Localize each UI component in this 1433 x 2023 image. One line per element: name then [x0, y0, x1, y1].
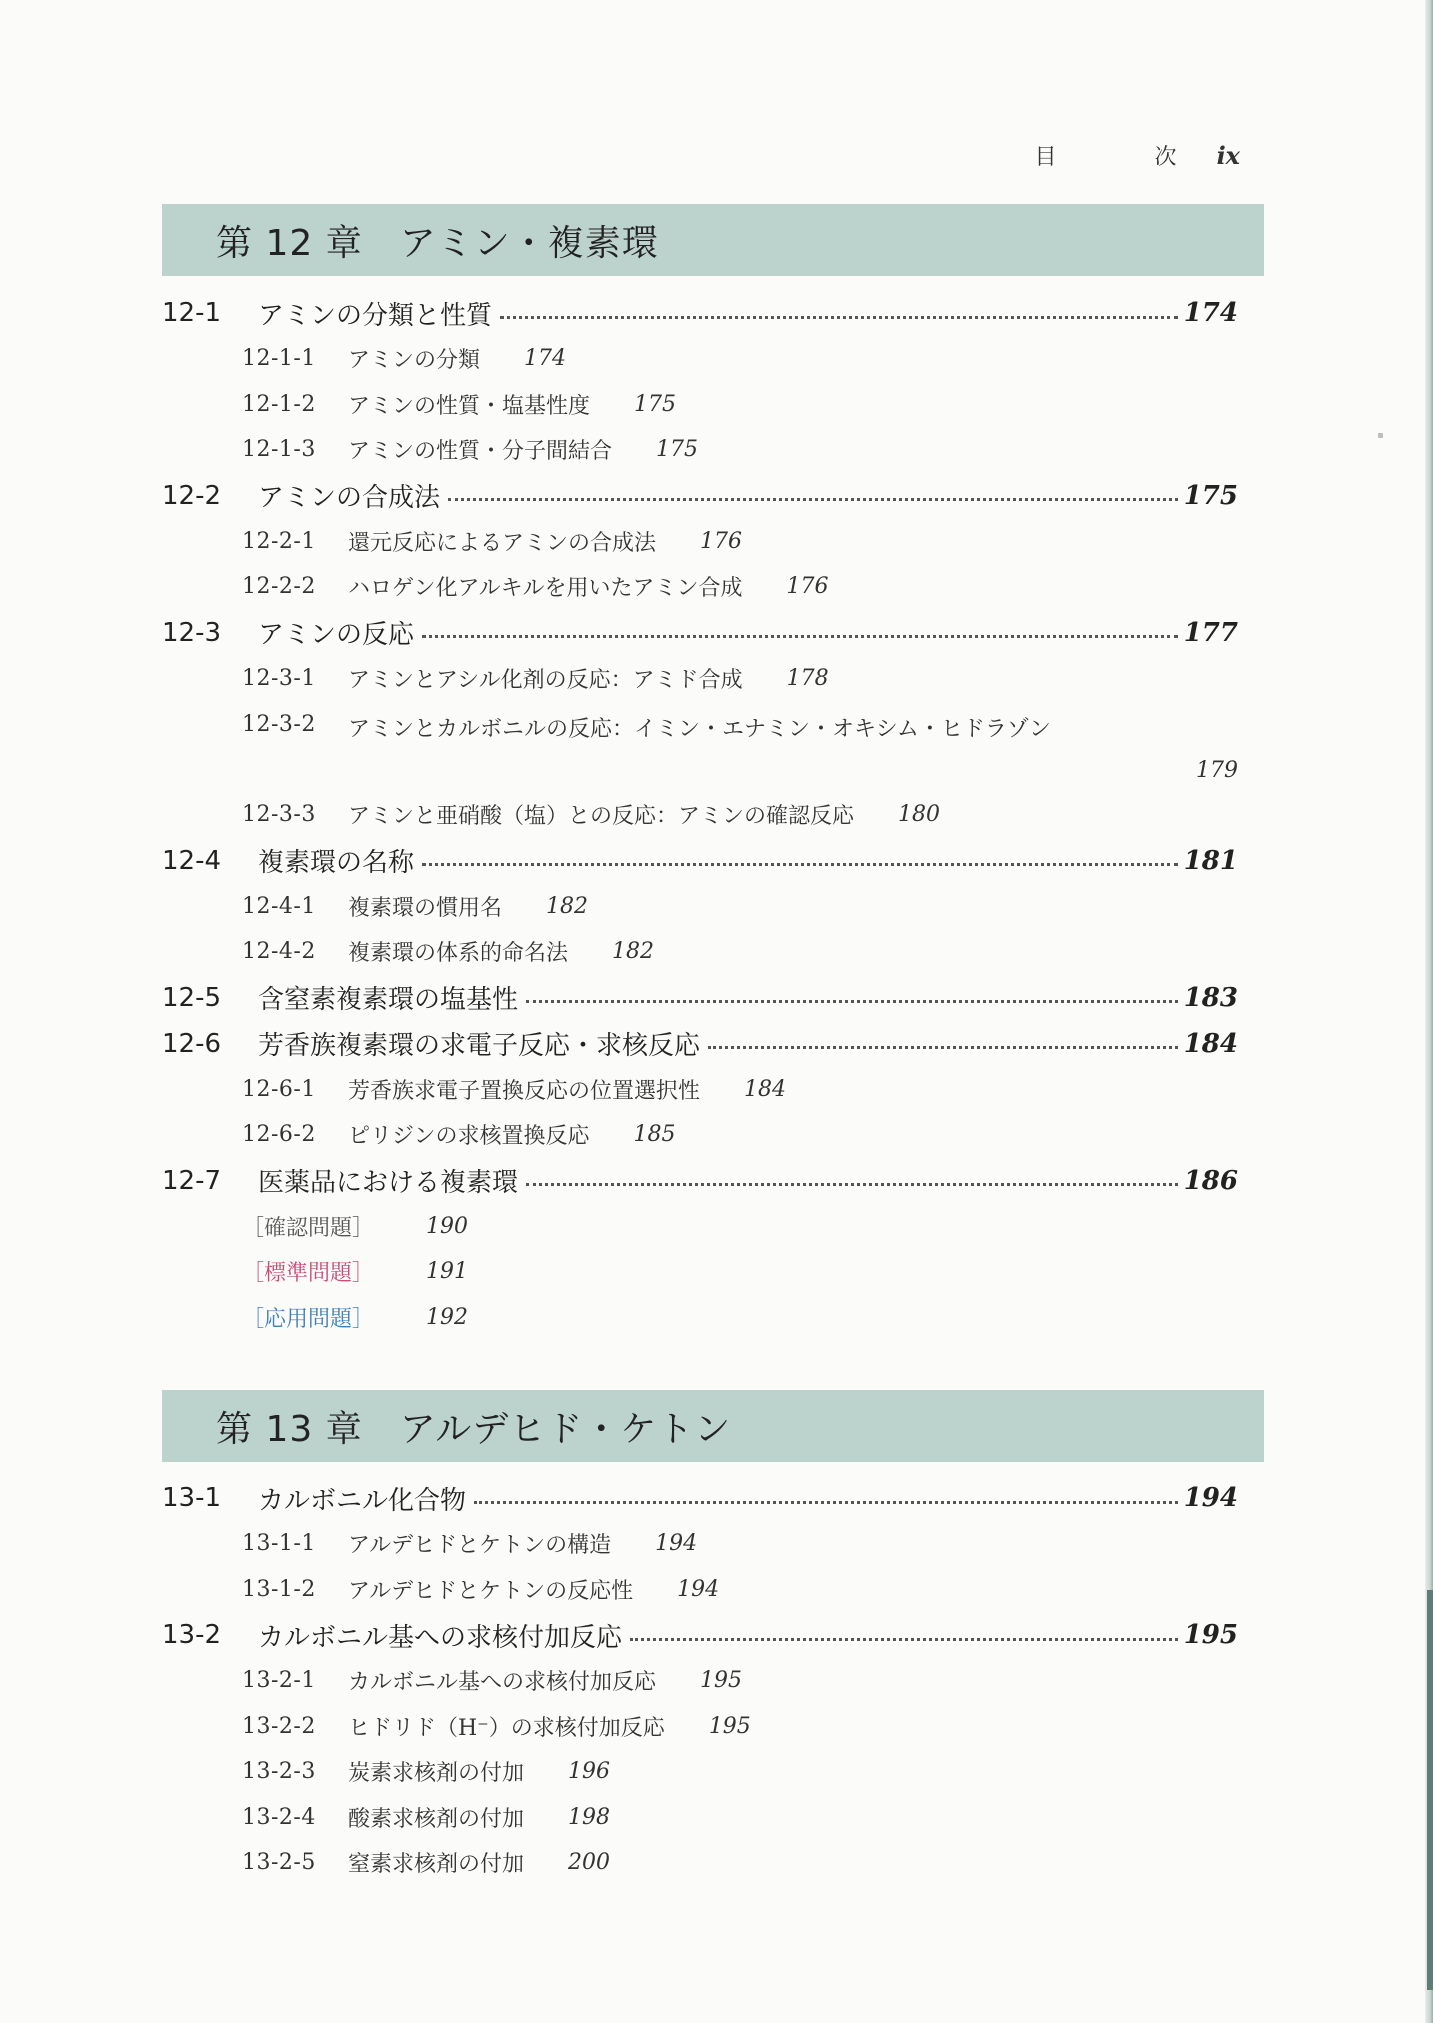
- problem-label: ［標準問題］: [242, 1261, 375, 1287]
- dot-leader: [708, 1046, 1178, 1049]
- chapter-12-heading: [162, 204, 1264, 276]
- section-title: アミンの反応: [258, 620, 415, 650]
- toc-subsection[interactable]: [162, 1704, 1238, 1750]
- section-page: 186: [1183, 1165, 1238, 1196]
- subsection-title: アミンの分類: [348, 348, 481, 374]
- toc-subsection[interactable]: [162, 656, 1238, 702]
- toc-section[interactable]: [162, 1158, 1238, 1204]
- dot-leader: [526, 1000, 1178, 1003]
- section-page: 181: [1183, 845, 1238, 876]
- section-number: 12-7: [162, 1165, 222, 1196]
- toc-subsection[interactable]: [162, 427, 1238, 473]
- subsection-title: 複素環の体系的命名法: [348, 941, 569, 967]
- section-number: 12-6: [162, 1028, 222, 1059]
- subsection-number: 12-2-1: [242, 528, 316, 554]
- section-title: 医薬品における複素環: [258, 1168, 519, 1198]
- toc-section[interactable]: [162, 1612, 1238, 1658]
- problem-set-applied[interactable]: [162, 1295, 1238, 1341]
- scan-speck: [1378, 433, 1383, 438]
- subsection-page: 195: [708, 1713, 751, 1739]
- subsection-page: 178: [786, 665, 829, 691]
- section-title: 含窒素複素環の塩基性: [258, 985, 519, 1015]
- subsection-number: 13-2-4: [242, 1804, 316, 1830]
- problem-set-standard[interactable]: [162, 1249, 1238, 1295]
- subsection-number: 13-1-1: [242, 1531, 316, 1557]
- subsection-number: 13-2-3: [242, 1759, 316, 1785]
- subsection-wrapped-entry: [348, 712, 1238, 783]
- section-page: 177: [1183, 617, 1238, 648]
- problem-page: 191: [426, 1259, 469, 1285]
- subsection-number: 12-1-1: [242, 346, 316, 372]
- subsection-page: 194: [677, 1576, 720, 1602]
- section-number: 12-2: [162, 480, 222, 511]
- section-number: 13-2: [162, 1620, 222, 1650]
- running-head-title: 目 次: [1034, 145, 1215, 170]
- toc-subsection[interactable]: [162, 519, 1238, 565]
- subsection-title: アミンの性質・塩基性度: [348, 393, 591, 419]
- toc-section[interactable]: [162, 473, 1238, 519]
- toc-subsection[interactable]: [162, 1521, 1238, 1567]
- dot-leader: [422, 863, 1178, 866]
- section-page: 175: [1183, 480, 1238, 511]
- subsection-number: 13-2-2: [242, 1713, 316, 1739]
- toc-subsection[interactable]: [162, 382, 1238, 428]
- toc-section[interactable]: [162, 610, 1238, 656]
- subsection-page: 196: [568, 1759, 611, 1785]
- running-head-page: ix: [1216, 141, 1240, 170]
- subsection-title: 還元反応によるアミンの合成法: [348, 530, 657, 556]
- subsection-title: 炭素求核剤の付加: [348, 1761, 525, 1787]
- toc-subsection[interactable]: [162, 1749, 1238, 1795]
- subsection-page: 195: [700, 1668, 743, 1694]
- toc-subsection[interactable]: [162, 1795, 1238, 1841]
- running-head: [1030, 140, 1240, 174]
- subsection-page: 185: [633, 1122, 676, 1148]
- subsection-number: 12-3-3: [242, 802, 316, 828]
- section-title: 複素環の名称: [258, 848, 415, 878]
- toc-section[interactable]: [162, 838, 1238, 884]
- section-page: 184: [1183, 1028, 1238, 1059]
- subsection-number: 13-2-1: [242, 1668, 316, 1694]
- subsection-number: 12-6-1: [242, 1076, 316, 1102]
- section-page: 195: [1183, 1620, 1238, 1650]
- toc-subsection[interactable]: [162, 1067, 1238, 1113]
- problem-label: ［確認問題］: [242, 1215, 375, 1241]
- section-number: 12-3: [162, 617, 222, 648]
- subsection-title: ハロゲン化アルキルを用いたアミン合成: [348, 576, 743, 602]
- section-number: 12-5: [162, 982, 222, 1013]
- subsection-number: 12-1-2: [242, 391, 316, 417]
- section-title: カルボニル基への求核付加反応: [258, 1622, 623, 1653]
- subsection-page: 182: [546, 893, 589, 919]
- page-edge-accent: [1427, 1590, 1433, 1990]
- section-number: 13-1: [162, 1483, 222, 1513]
- subsection-page: 175: [656, 437, 699, 463]
- subsection-title: アミンの性質・分子間結合: [348, 439, 613, 465]
- problem-label: ［応用問題］: [242, 1306, 375, 1332]
- section-number: 12-1: [162, 298, 222, 328]
- problem-page: 190: [426, 1213, 469, 1239]
- subsection-page: 180: [898, 802, 941, 828]
- section-number: 12-4: [162, 845, 222, 876]
- dot-leader: [448, 498, 1178, 501]
- subsection-page: 184: [744, 1076, 787, 1102]
- subsection-title: アミンとカルボニルの反応：イミン・エナミン・オキシム・ヒドラゾン: [348, 717, 1051, 742]
- subsection-number: 12-3-2: [242, 712, 316, 737]
- toc-subsection[interactable]: [162, 564, 1238, 610]
- subsection-number: 12-1-3: [242, 437, 316, 463]
- section-title: アミンの分類と性質: [258, 300, 493, 331]
- toc-subsection[interactable]: [162, 1840, 1238, 1886]
- subsection-title: アミンと亜硝酸（塩）との反応：アミンの確認反応: [348, 804, 855, 830]
- subsection-number: 12-3-1: [242, 665, 316, 691]
- subsection-number: 12-4-1: [242, 893, 316, 919]
- subsection-page: 174: [524, 346, 567, 372]
- dot-leader: [474, 1501, 1178, 1504]
- subsection-page: 194: [655, 1531, 698, 1557]
- dot-leader: [630, 1638, 1178, 1641]
- chapter-title: 第 12 章 アミン・複素環: [216, 222, 659, 264]
- dot-leader: [500, 316, 1178, 319]
- section-page: 183: [1183, 982, 1238, 1013]
- subsection-title: アルデヒドとケトンの構造: [348, 1533, 612, 1559]
- subsection-title: 酸素求核剤の付加: [348, 1806, 525, 1832]
- section-page: 174: [1183, 298, 1238, 328]
- subsection-number: 12-4-2: [242, 939, 316, 965]
- subsection-page: 176: [700, 528, 743, 554]
- dot-leader: [526, 1183, 1178, 1186]
- subsection-page: 182: [612, 939, 655, 965]
- subsection-page: 179: [1196, 758, 1238, 783]
- subsection-page: 176: [786, 574, 829, 600]
- subsection-title: ヒドリド（H⁻）の求核付加反応: [348, 1715, 665, 1741]
- chapter-title: 第 13 章 アルデヒド・ケトン: [216, 1408, 732, 1450]
- toc-section[interactable]: [162, 290, 1238, 336]
- section-title: カルボニル化合物: [258, 1485, 467, 1516]
- subsection-title: ピリジンの求核置換反応: [348, 1124, 590, 1150]
- subsection-page: 198: [568, 1804, 611, 1830]
- toc-subsection[interactable]: [162, 701, 1238, 792]
- subsection-number: 13-2-5: [242, 1850, 316, 1876]
- section-title: アミンの合成法: [258, 483, 441, 513]
- toc-section[interactable]: [162, 1021, 1238, 1067]
- toc-subsection[interactable]: [162, 1112, 1238, 1158]
- problem-page: 192: [426, 1304, 469, 1330]
- subsection-title: アミンとアシル化剤の反応：アミド合成: [348, 667, 743, 693]
- dot-leader: [422, 635, 1178, 638]
- chapter-12-contents: [162, 290, 1238, 1340]
- subsection-page: 175: [634, 391, 677, 417]
- problem-set-confirm[interactable]: [162, 1204, 1238, 1250]
- toc-subsection[interactable]: [162, 1658, 1238, 1704]
- subsection-title: 芳香族求電子置換反応の位置選択性: [348, 1078, 701, 1104]
- toc-subsection[interactable]: [162, 1567, 1238, 1613]
- subsection-title: カルボニル基への求核付加反応: [348, 1670, 657, 1696]
- subsection-title: 窒素求核剤の付加: [348, 1852, 525, 1878]
- toc-subsection[interactable]: [162, 884, 1238, 930]
- section-page: 194: [1183, 1483, 1238, 1513]
- toc-subsection[interactable]: [162, 929, 1238, 975]
- toc-section[interactable]: [162, 975, 1238, 1021]
- subsection-title: アルデヒドとケトンの反応性: [348, 1578, 634, 1604]
- chapter-13-heading: [162, 1390, 1264, 1462]
- toc-subsection[interactable]: [162, 336, 1238, 382]
- subsection-title: 複素環の慣用名: [348, 895, 503, 921]
- subsection-page: 200: [568, 1850, 611, 1876]
- subsection-number: 13-1-2: [242, 1576, 316, 1602]
- chapter-13-contents: [162, 1475, 1238, 1886]
- subsection-number: 12-6-2: [242, 1122, 316, 1148]
- subsection-number: 12-2-2: [242, 574, 316, 600]
- toc-subsection[interactable]: [162, 792, 1238, 838]
- toc-section[interactable]: [162, 1475, 1238, 1521]
- section-title: 芳香族複素環の求電子反応・求核反応: [258, 1031, 701, 1061]
